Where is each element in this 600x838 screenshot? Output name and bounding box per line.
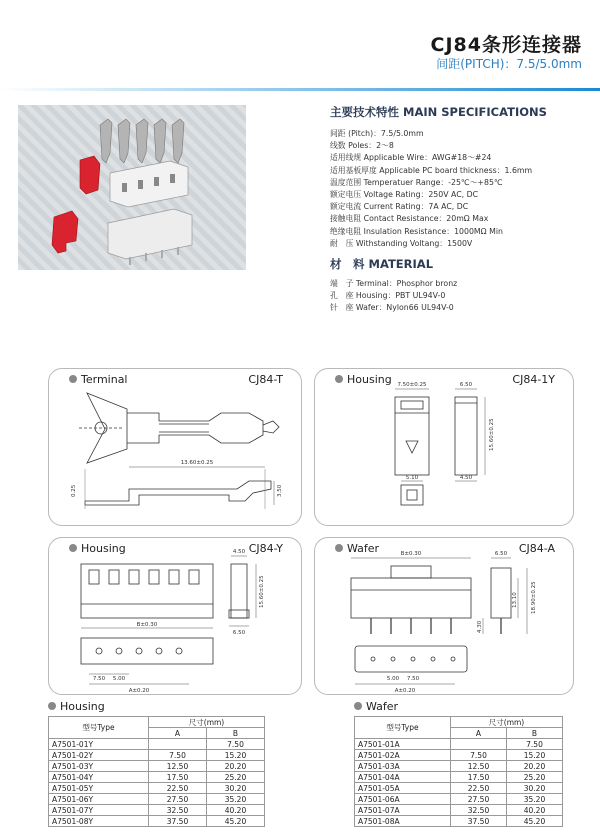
table-row [49,805,265,816]
spec-line: 额定电流 Current Rating：7A AC, DC [330,202,469,212]
col-b-header: B [507,728,563,739]
table-row [49,739,265,750]
a-cell: 12.50 [149,761,207,772]
type-cell: A7501-05Y [49,783,149,794]
panel-code: CJ84-T [248,373,283,386]
terminal-drawing [49,369,303,527]
type-cell: A7501-07Y [49,805,149,816]
dim-label: 13.60±0.25 [180,460,214,466]
dim-label: 5.10 [405,475,419,481]
table-row [355,783,563,794]
b-cell: 15.20 [207,750,265,761]
dim-label: 13.10 [512,592,518,608]
page-title: CJ84条形连接器 [430,34,582,56]
type-cell: A7501-01Y [49,739,149,750]
panel-title: Wafer [335,542,379,555]
panel-code: CJ84-1Y [512,373,555,386]
pitch-subtitle: 间距(PITCH)：7.5/5.0mm [436,57,582,71]
b-cell: 40.20 [507,805,563,816]
wafer-table-block [354,700,563,827]
a-cell: 12.50 [451,761,507,772]
table-row [355,739,563,750]
col-b-header: B [207,728,265,739]
housing-y-drawing [49,538,303,696]
housing-y-drawing-panel [48,537,302,695]
b-cell: 7.50 [207,739,265,750]
panel-title: Housing [335,373,392,386]
b-cell: 35.20 [507,794,563,805]
table-row [49,772,265,783]
type-cell: A7501-06Y [49,794,149,805]
dim-label: 7.50 [92,676,106,682]
table-row [49,794,265,805]
housing-table-block [48,700,265,827]
material-line: 孔 座 Housing：PBT UL94V-0 [330,291,446,301]
type-cell: A7501-07A [355,805,451,816]
a-cell [451,739,507,750]
spec-line: 温度范围 Temperatuer Range：-25℃～+85℃ [330,177,503,187]
dim-label: A±0.20 [394,688,416,694]
a-cell: 22.50 [451,783,507,794]
wafer-table [354,716,563,827]
table-row [49,761,265,772]
type-cell: A7501-08Y [49,816,149,827]
col-a-header: A [149,728,207,739]
b-cell: 15.20 [507,750,563,761]
b-cell: 40.20 [207,805,265,816]
dim-label: B±0.30 [400,551,422,557]
a-cell: 27.50 [451,794,507,805]
dim-label: 6.50 [232,630,246,636]
table-row [355,805,563,816]
dim-label: 15.60±0.25 [489,418,495,451]
b-cell: 35.20 [207,794,265,805]
a-cell [149,739,207,750]
a-cell: 37.50 [149,816,207,827]
housing-1y-drawing [315,369,575,527]
panel-code: CJ84-A [518,542,555,555]
specifications-block [330,104,592,315]
wafer-drawing-panel [314,537,574,695]
b-cell: 45.20 [207,816,265,827]
panel-code: CJ84-Y [248,542,283,555]
spec-line: 适用线规 Applicable Wire：AWG#18～#24 [330,153,492,163]
dim-label: 7.50 [406,676,420,682]
col-type-header: 型号Type [355,717,451,739]
table-row [355,794,563,805]
type-cell: A7501-01A [355,739,451,750]
spec-line: 适用基板厚度 Applicable PC board thickness：1.6mm [330,165,533,175]
dim-label: B±0.30 [136,622,158,628]
col-dim-header: 尺寸(mm) [451,717,563,728]
dim-label: 4.30 [477,620,483,633]
wafer-drawing [315,538,575,696]
dim-label: 18.90±0.25 [531,581,537,614]
housing-table [48,716,265,827]
type-cell: A7501-06A [355,794,451,805]
a-cell: 37.50 [451,816,507,827]
header-rule [0,88,600,91]
b-cell: 25.20 [207,772,265,783]
type-cell: A7501-03A [355,761,451,772]
material-heading: 材 料 MATERIAL [330,257,434,272]
b-cell: 20.20 [207,761,265,772]
table-row [49,750,265,761]
product-photo [18,105,246,270]
b-cell: 45.20 [507,816,563,827]
table-row [49,816,265,827]
spec-line: 线数 Poles：2～8 [330,141,394,151]
type-cell: A7501-05A [355,783,451,794]
table-row [355,750,563,761]
material-line: 针 座 Wafer：Nylon66 UL94V-0 [330,303,454,313]
table-row [355,772,563,783]
spec-line: 间距 (Pitch)：7.5/5.0mm [330,129,424,138]
dim-label: A±0.20 [128,688,150,694]
table-title: Housing [48,700,265,713]
type-cell: A7501-03Y [49,761,149,772]
dim-label: 3.50 [277,484,283,497]
spec-line: 绝缘电阻 Insulation Resistance：1000MΩ Min [330,226,503,236]
material-line: 端 子 Terminal：Phosphor bronz [330,279,458,289]
a-cell: 22.50 [149,783,207,794]
dim-label: 7.50±0.25 [397,382,427,388]
a-cell: 17.50 [451,772,507,783]
a-cell: 17.50 [149,772,207,783]
a-cell: 27.50 [149,794,207,805]
b-cell: 30.20 [507,783,563,794]
b-cell: 25.20 [507,772,563,783]
spec-line: 额定电压 Voltage Rating：250V AC, DC [330,190,479,200]
type-cell: A7501-02Y [49,750,149,761]
terminal-drawing-panel [48,368,302,526]
col-a-header: A [451,728,507,739]
spec-line: 耐 压 Withstanding Voltang：1500V [330,238,473,248]
dim-label: 5.00 [112,676,126,682]
dim-label: 0.25 [71,484,77,497]
b-cell: 20.20 [507,761,563,772]
b-cell: 7.50 [507,739,563,750]
type-cell: A7501-08A [355,816,451,827]
type-cell: A7501-04A [355,772,451,783]
housing-1y-drawing-panel [314,368,574,526]
table-row [355,816,563,827]
dim-label: 5.00 [386,676,400,682]
a-cell: 7.50 [149,750,207,761]
dim-label: 6.50 [494,551,508,557]
table-title: Wafer [354,700,563,713]
spec-line: 接触电阻 Contact Resistance：20mΩ Max [330,214,489,224]
spec-heading: 主要技术特性 MAIN SPECIFICATIONS [330,105,547,119]
dim-label: 4.50 [232,549,246,555]
dim-label: 15.60±0.25 [259,575,265,608]
dim-label: 4.50 [459,475,473,481]
b-cell: 30.20 [207,783,265,794]
table-row [355,761,563,772]
col-dim-header: 尺寸(mm) [149,717,265,728]
type-cell: A7501-04Y [49,772,149,783]
type-cell: A7501-02A [355,750,451,761]
panel-title: Terminal [69,373,128,386]
a-cell: 32.50 [149,805,207,816]
a-cell: 7.50 [451,750,507,761]
panel-title: Housing [69,542,126,555]
table-row [49,783,265,794]
a-cell: 32.50 [451,805,507,816]
dim-label: 6.50 [459,382,473,388]
col-type-header: 型号Type [49,717,149,739]
